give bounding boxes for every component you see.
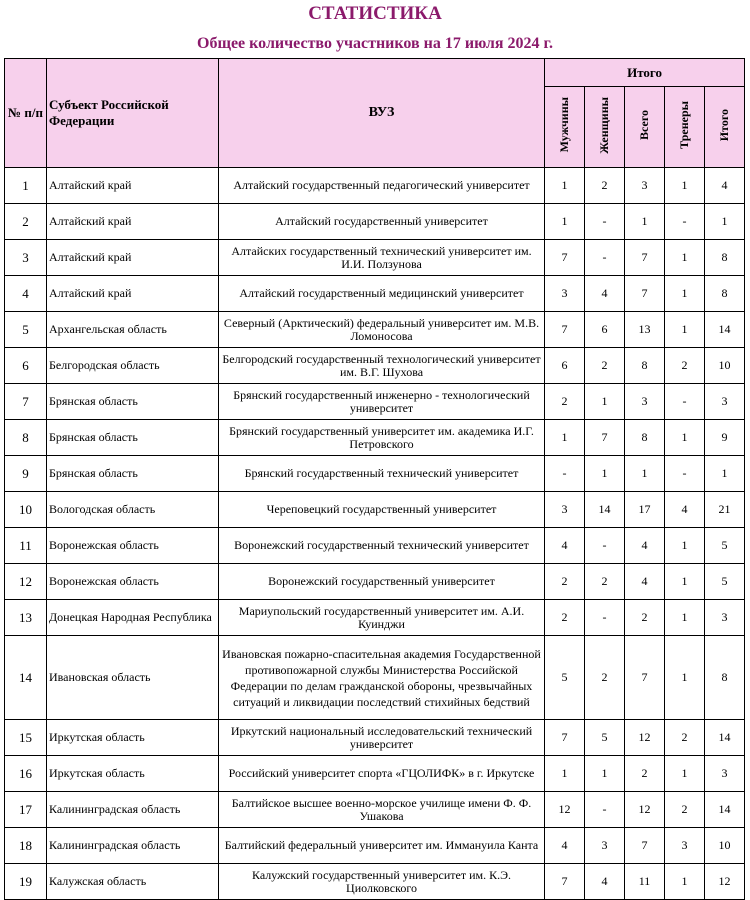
cell-coaches: 1 [665, 636, 705, 720]
cell-women: - [585, 240, 625, 276]
cell-all: 4 [625, 528, 665, 564]
cell-vuz: Балтийское высшее военно-морское училище имени Ф. Ф. Ушакова [219, 792, 545, 828]
cell-vuz: Балтийский федеральный университет им. Иммануила Канта [219, 828, 545, 864]
cell-men: 3 [545, 276, 585, 312]
cell-num: 2 [5, 204, 47, 240]
cell-men: 1 [545, 168, 585, 204]
cell-total: 3 [705, 384, 745, 420]
cell-coaches: 1 [665, 600, 705, 636]
cell-all: 1 [625, 204, 665, 240]
cell-all: 3 [625, 384, 665, 420]
cell-vuz: Брянский государственный технический университет [219, 456, 545, 492]
cell-coaches: 2 [665, 348, 705, 384]
table-row [5, 168, 745, 204]
cell-men: 12 [545, 792, 585, 828]
cell-women: 1 [585, 456, 625, 492]
cell-subject: Брянская область [47, 420, 219, 456]
cell-men: 2 [545, 384, 585, 420]
cell-vuz: Череповецкий государственный университет [219, 492, 545, 528]
table-row [5, 564, 745, 600]
page-title: СТАТИСТИКА [308, 3, 442, 24]
header-total-group: Итого [545, 59, 745, 87]
cell-all: 7 [625, 240, 665, 276]
cell-num: 17 [5, 792, 47, 828]
cell-coaches: 1 [665, 528, 705, 564]
cell-total: 14 [705, 720, 745, 756]
header-vuz: ВУЗ [219, 59, 545, 168]
cell-men: 4 [545, 828, 585, 864]
cell-total: 9 [705, 420, 745, 456]
cell-all: 3 [625, 168, 665, 204]
header-all: Всего [625, 87, 665, 168]
table-row [5, 756, 745, 792]
cell-total: 8 [705, 240, 745, 276]
cell-num: 14 [5, 636, 47, 720]
cell-coaches: 3 [665, 828, 705, 864]
cell-subject: Ивановская область [47, 636, 219, 720]
cell-all: 1 [625, 456, 665, 492]
header-men: Мужчины [545, 87, 585, 168]
cell-num: 1 [5, 168, 47, 204]
cell-coaches: - [665, 204, 705, 240]
cell-vuz: Ивановская пожарно-спасительная академия Государственной противопожарной службы Министерства Российской Федерации по делам гражданской обороны, чрезвычайных ситуаций и ликвидации последствий стихийных бедствий [219, 636, 545, 720]
cell-vuz: Белгородский государственный технологический университет им. В.Г. Шухова [219, 348, 545, 384]
cell-women: 3 [585, 828, 625, 864]
cell-men: 7 [545, 864, 585, 900]
table-row [5, 792, 745, 828]
cell-subject: Иркутская область [47, 756, 219, 792]
cell-vuz: Брянский государственный университет им. академика И.Г. Петровского [219, 420, 545, 456]
cell-total: 1 [705, 456, 745, 492]
cell-total: 14 [705, 312, 745, 348]
cell-subject: Архангельская область [47, 312, 219, 348]
cell-women: - [585, 792, 625, 828]
cell-coaches: - [665, 384, 705, 420]
cell-all: 17 [625, 492, 665, 528]
cell-women: - [585, 600, 625, 636]
cell-total: 1 [705, 204, 745, 240]
cell-women: 1 [585, 384, 625, 420]
cell-all: 11 [625, 864, 665, 900]
table-header [5, 59, 745, 168]
cell-vuz: Воронежский государственный университет [219, 564, 545, 600]
cell-coaches: 2 [665, 792, 705, 828]
cell-num: 11 [5, 528, 47, 564]
cell-total: 21 [705, 492, 745, 528]
cell-num: 7 [5, 384, 47, 420]
cell-subject: Воронежская область [47, 528, 219, 564]
table-row [5, 456, 745, 492]
cell-vuz: Воронежский государственный технический университет [219, 528, 545, 564]
cell-men: 7 [545, 720, 585, 756]
cell-total: 12 [705, 864, 745, 900]
cell-men: 2 [545, 600, 585, 636]
cell-women: 5 [585, 720, 625, 756]
header-total: Итого [705, 87, 745, 168]
cell-total: 8 [705, 276, 745, 312]
cell-all: 13 [625, 312, 665, 348]
cell-women: 2 [585, 168, 625, 204]
cell-coaches: 4 [665, 492, 705, 528]
cell-men: 7 [545, 312, 585, 348]
cell-women: 6 [585, 312, 625, 348]
cell-all: 7 [625, 636, 665, 720]
cell-women: 1 [585, 756, 625, 792]
cell-coaches: 1 [665, 756, 705, 792]
table-row [5, 864, 745, 900]
table-row [5, 492, 745, 528]
cell-subject: Иркутская область [47, 720, 219, 756]
cell-num: 19 [5, 864, 47, 900]
table-row [5, 600, 745, 636]
cell-coaches: 1 [665, 864, 705, 900]
cell-vuz: Северный (Арктический) федеральный университет им. М.В. Ломоносова [219, 312, 545, 348]
cell-num: 5 [5, 312, 47, 348]
cell-num: 16 [5, 756, 47, 792]
cell-women: 4 [585, 276, 625, 312]
cell-coaches: 1 [665, 312, 705, 348]
cell-total: 4 [705, 168, 745, 204]
header-women: Женщины [585, 87, 625, 168]
cell-num: 9 [5, 456, 47, 492]
cell-num: 15 [5, 720, 47, 756]
cell-all: 4 [625, 564, 665, 600]
cell-subject: Калужская область [47, 864, 219, 900]
cell-vuz: Брянский государственный инженерно - технологический университет [219, 384, 545, 420]
cell-vuz: Алтайский государственный медицинский университет [219, 276, 545, 312]
page-subtitle: Общее количество участников на 17 июля 2024 г. [197, 35, 553, 52]
cell-vuz: Алтайский государственный педагогический университет [219, 168, 545, 204]
statistics-table [4, 58, 745, 900]
cell-women: 2 [585, 348, 625, 384]
cell-num: 18 [5, 828, 47, 864]
cell-total: 8 [705, 636, 745, 720]
cell-men: 1 [545, 756, 585, 792]
cell-men: 3 [545, 492, 585, 528]
cell-subject: Алтайский край [47, 168, 219, 204]
cell-women: - [585, 528, 625, 564]
cell-all: 2 [625, 756, 665, 792]
table-row [5, 204, 745, 240]
table-row [5, 828, 745, 864]
cell-vuz: Иркутский национальный исследовательский технический университет [219, 720, 545, 756]
cell-women: 2 [585, 564, 625, 600]
cell-subject: Воронежская область [47, 564, 219, 600]
cell-all: 7 [625, 828, 665, 864]
cell-men: 5 [545, 636, 585, 720]
table-row [5, 528, 745, 564]
cell-coaches: - [665, 456, 705, 492]
cell-total: 3 [705, 756, 745, 792]
cell-men: 1 [545, 204, 585, 240]
cell-subject: Алтайский край [47, 240, 219, 276]
cell-num: 13 [5, 600, 47, 636]
cell-total: 5 [705, 528, 745, 564]
cell-vuz: Мариупольский государственный университет им. А.И. Куинджи [219, 600, 545, 636]
table-row [5, 276, 745, 312]
cell-men: - [545, 456, 585, 492]
table-row [5, 240, 745, 276]
cell-num: 4 [5, 276, 47, 312]
cell-subject: Вологодская область [47, 492, 219, 528]
cell-all: 7 [625, 276, 665, 312]
cell-subject: Калининградская область [47, 792, 219, 828]
cell-women: 14 [585, 492, 625, 528]
cell-num: 3 [5, 240, 47, 276]
cell-subject: Донецкая Народная Республика [47, 600, 219, 636]
cell-subject: Белгородская область [47, 348, 219, 384]
table-row [5, 312, 745, 348]
cell-num: 8 [5, 420, 47, 456]
cell-total: 5 [705, 564, 745, 600]
cell-vuz: Алтайских государственный технический университет им. И.И. Ползунова [219, 240, 545, 276]
table-body [5, 168, 745, 900]
cell-total: 10 [705, 348, 745, 384]
cell-num: 10 [5, 492, 47, 528]
cell-women: - [585, 204, 625, 240]
cell-men: 6 [545, 348, 585, 384]
cell-vuz: Алтайский государственный университет [219, 204, 545, 240]
cell-coaches: 1 [665, 276, 705, 312]
cell-all: 2 [625, 600, 665, 636]
cell-vuz: Российский университет спорта «ГЦОЛИФК» в г. Иркутске [219, 756, 545, 792]
cell-subject: Брянская область [47, 384, 219, 420]
cell-all: 8 [625, 420, 665, 456]
cell-total: 10 [705, 828, 745, 864]
cell-num: 6 [5, 348, 47, 384]
cell-subject: Брянская область [47, 456, 219, 492]
cell-subject: Алтайский край [47, 204, 219, 240]
cell-coaches: 1 [665, 420, 705, 456]
cell-men: 1 [545, 420, 585, 456]
cell-women: 4 [585, 864, 625, 900]
cell-all: 12 [625, 720, 665, 756]
cell-coaches: 2 [665, 720, 705, 756]
cell-subject: Калининградская область [47, 828, 219, 864]
cell-coaches: 1 [665, 168, 705, 204]
cell-men: 4 [545, 528, 585, 564]
cell-women: 2 [585, 636, 625, 720]
cell-total: 3 [705, 600, 745, 636]
header-coaches: Тренеры [665, 87, 705, 168]
cell-women: 7 [585, 420, 625, 456]
header-num: № п/п [5, 59, 47, 168]
cell-coaches: 1 [665, 564, 705, 600]
cell-num: 12 [5, 564, 47, 600]
cell-men: 7 [545, 240, 585, 276]
table-row [5, 384, 745, 420]
header-subject: Субъект Российской Федерации [47, 59, 219, 168]
cell-all: 12 [625, 792, 665, 828]
table-row [5, 420, 745, 456]
table-row [5, 720, 745, 756]
cell-vuz: Калужский государственный университет им. К.Э. Циолковского [219, 864, 545, 900]
cell-total: 14 [705, 792, 745, 828]
cell-coaches: 1 [665, 240, 705, 276]
cell-all: 8 [625, 348, 665, 384]
cell-men: 2 [545, 564, 585, 600]
cell-subject: Алтайский край [47, 276, 219, 312]
table-row [5, 348, 745, 384]
table-row [5, 636, 745, 720]
